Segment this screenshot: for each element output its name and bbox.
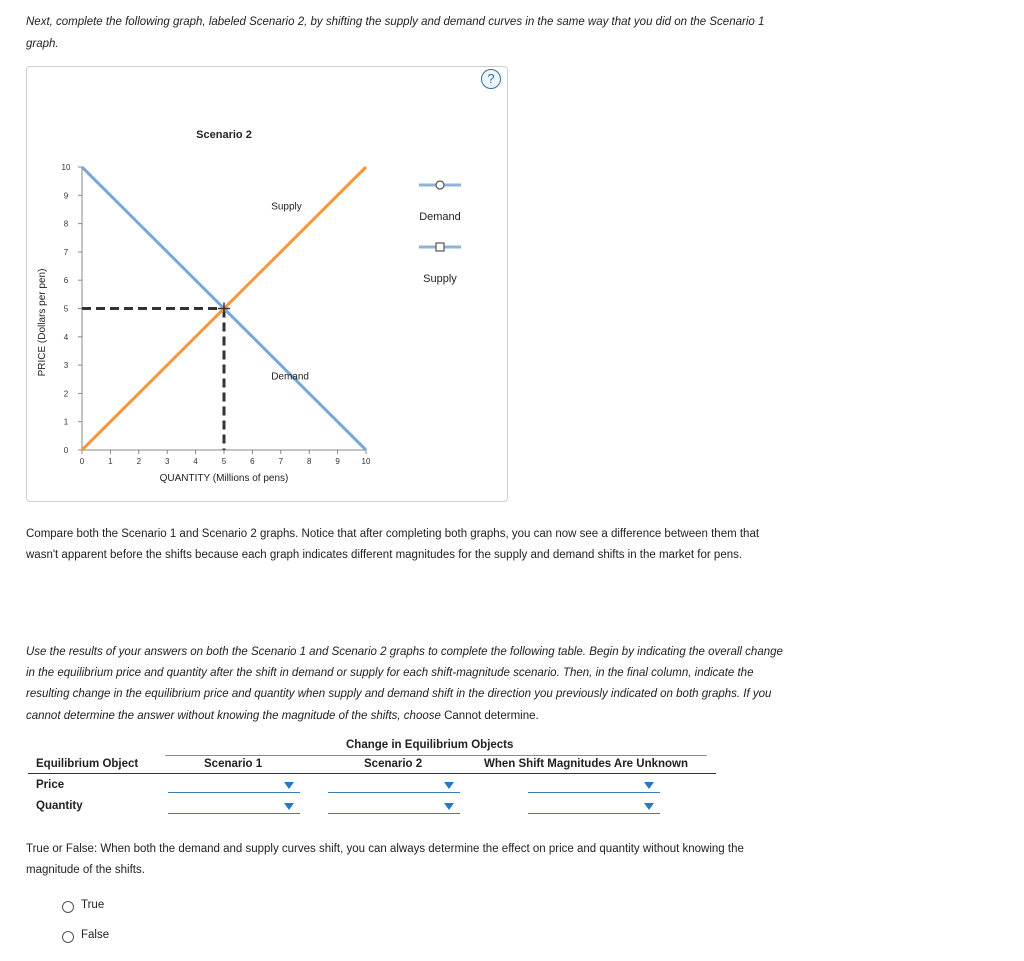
legend-supply-label: Supply [423, 273, 457, 285]
x-tick-label: 7 [278, 457, 284, 466]
y-tick-label: 7 [63, 247, 69, 257]
chart-title: Scenario 2 [196, 129, 252, 141]
question-line-2: magnitude of the shifts. [26, 864, 145, 876]
x-tick-label: 5 [221, 457, 227, 466]
quantity-scenario-1-dropdown[interactable] [168, 799, 300, 814]
y-tick-label: 4 [63, 332, 69, 342]
x-tick-label: 8 [306, 457, 312, 466]
chevron-down-icon [444, 803, 454, 810]
false-radio[interactable] [62, 931, 74, 943]
table-group-header: Change in Equilibrium Objects [346, 739, 514, 751]
chevron-down-icon [644, 803, 654, 810]
col-scenario-2: Scenario 2 [364, 758, 423, 770]
legend-demand-label: Demand [419, 211, 461, 223]
x-tick-label: 3 [164, 457, 170, 466]
instructions-line-1: Use the results of your answers on both the Scenario 1 and Scenario 2 graphs to complete the following table. Begin by indicating the overall change [26, 646, 783, 658]
row-quantity-label: Quantity [36, 800, 83, 812]
x-axis-label: QUANTITY (Millions of pens) [159, 473, 289, 484]
y-tick-label: 0 [63, 446, 69, 455]
y-axis-label: PRICE (Dollars per pen) [37, 268, 48, 377]
group-header-rule [165, 755, 707, 756]
supply-legend-icon [436, 243, 444, 251]
intro-line-1: Next, complete the following graph, labeled Scenario 2, by shifting the supply and demand curves in the same way that you did on the Scenario 1 [26, 16, 765, 28]
price-unknown-dropdown[interactable] [528, 778, 660, 793]
y-tick-label: 3 [63, 361, 69, 371]
question-line-1: True or False: When both the demand and supply curves shift, you can always determine the effect on price and quantity without knowing the [26, 843, 744, 855]
demand-curve-label: Demand [271, 371, 310, 383]
scenario-2-chart [27, 67, 507, 501]
chevron-down-icon [644, 782, 654, 789]
chevron-down-icon [444, 782, 454, 789]
col-equilibrium-object: Equilibrium Object [36, 758, 139, 770]
quantity-unknown-dropdown[interactable] [528, 799, 660, 814]
supply-curve-label: Supply [271, 201, 302, 213]
y-tick-label: 6 [63, 276, 69, 286]
y-tick-label: 8 [63, 219, 69, 229]
x-tick-label: 4 [193, 457, 198, 466]
compare-line-1: Compare both the Scenario 1 and Scenario 2 graphs. Notice that after completing both graphs, you can now see a difference between them that [26, 528, 760, 540]
help-icon[interactable]: ? [481, 69, 501, 89]
x-tick-label: 2 [136, 457, 142, 466]
legend-demand[interactable] [419, 181, 461, 223]
row-price-label: Price [36, 779, 65, 791]
chevron-down-icon [284, 803, 294, 810]
intro-line-2: graph. [26, 38, 59, 50]
col-scenario-1: Scenario 1 [204, 758, 263, 770]
y-tick-label: 5 [63, 304, 69, 314]
y-tick-label: 10 [61, 163, 71, 172]
demand-legend-icon [436, 181, 444, 189]
graph-panel [26, 66, 508, 502]
x-tick-label: 0 [79, 457, 85, 466]
x-tick-label: 9 [335, 457, 340, 466]
price-scenario-2-dropdown[interactable] [328, 778, 460, 793]
cannot-determine-text: Cannot determine [444, 710, 536, 722]
instructions-line-3: resulting change in the equilibrium price and quantity when supply and demand shift in the direction you previously indicated on both graphs. If you [26, 688, 772, 700]
x-tick-label: 6 [250, 457, 255, 466]
y-tick-label: 9 [63, 191, 69, 201]
x-tick-label: 10 [361, 457, 371, 466]
true-radio[interactable] [62, 901, 74, 913]
chevron-down-icon [284, 782, 294, 789]
quantity-scenario-2-dropdown[interactable] [328, 799, 460, 814]
false-label[interactable]: False [81, 929, 110, 941]
y-tick-label: 1 [63, 417, 69, 427]
compare-line-2: wasn't apparent before the shifts because each graph indicates different magnitudes for the supply and demand shifts in the market for pens. [26, 549, 743, 561]
col-shift-unknown: When Shift Magnitudes Are Unknown [484, 758, 689, 770]
instructions-line-2: in the equilibrium price and quantity after the shift in demand or supply for each shift-magnitude scenario. Then, in the final column, indicate the [26, 667, 754, 679]
true-label[interactable]: True [81, 899, 105, 911]
instructions-period: . [535, 710, 539, 722]
legend-supply[interactable] [419, 243, 461, 285]
y-tick-label: 2 [63, 389, 69, 399]
x-tick-label: 1 [108, 457, 113, 466]
header-rule [28, 773, 716, 774]
price-scenario-1-dropdown[interactable] [168, 778, 300, 793]
instructions-line-4: cannot determine the answer without knowing the magnitude of the shifts, choose [26, 710, 445, 722]
